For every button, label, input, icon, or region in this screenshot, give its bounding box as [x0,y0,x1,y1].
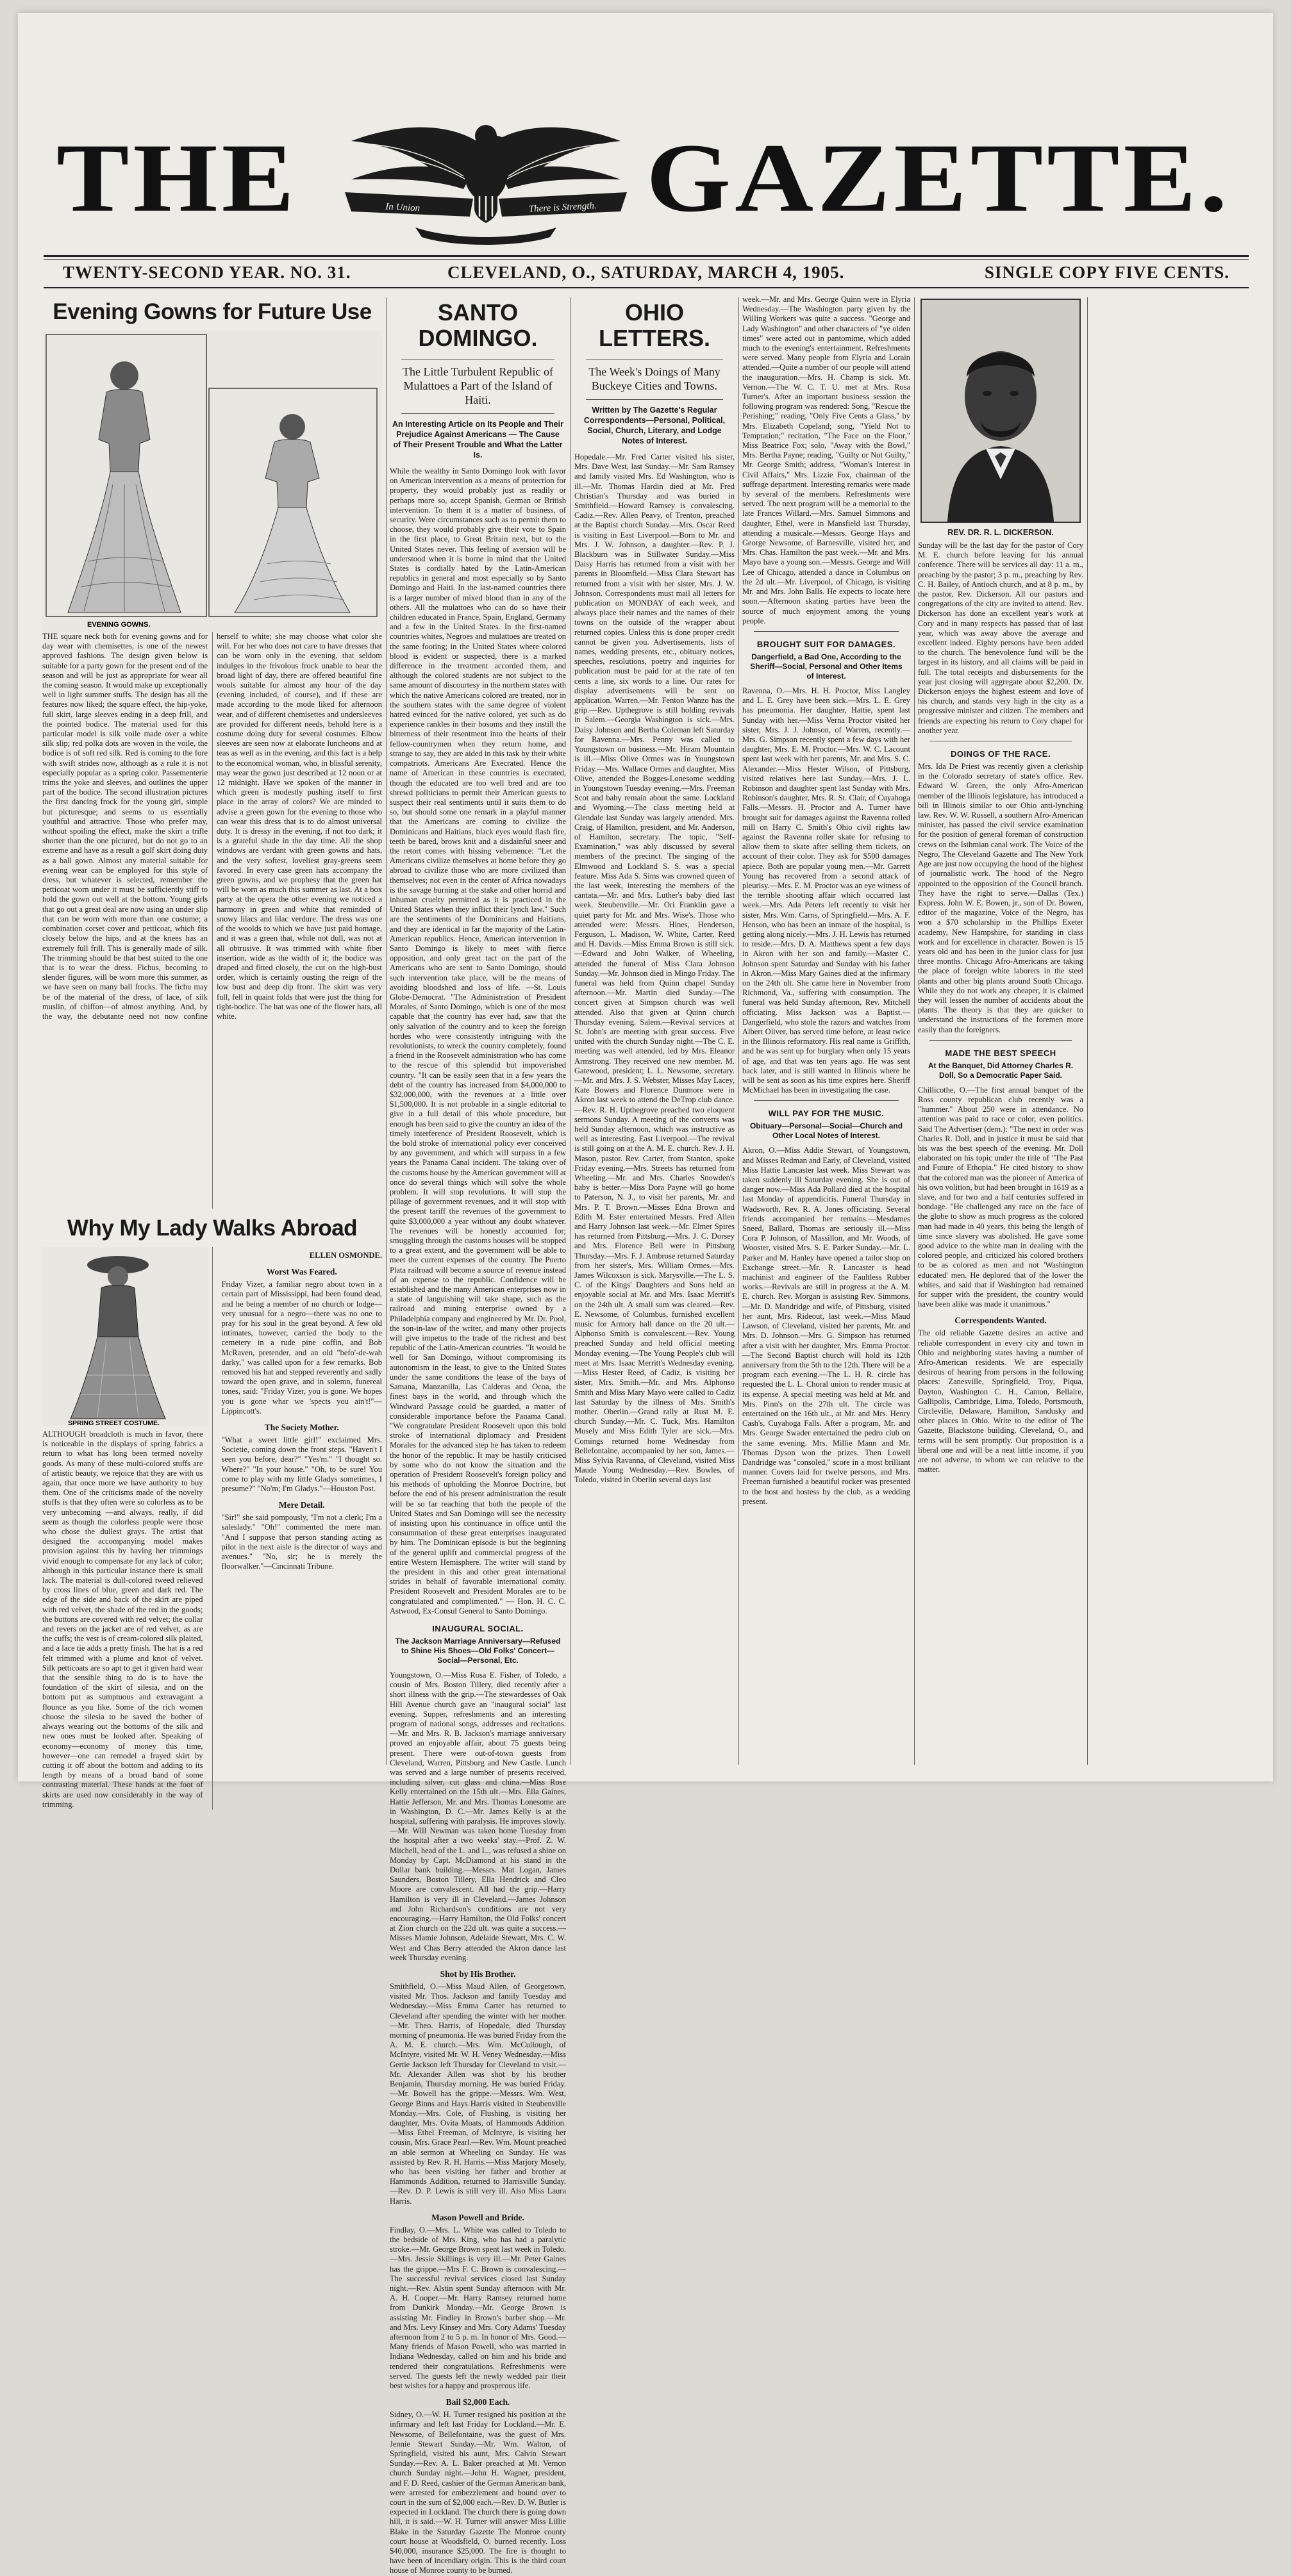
santo-domingo-deck: The Little Turbulent Republic of Mulattoes a Part of the Island of Haiti. [403,365,553,406]
ohio-letters-subdeck: Written by The Gazette's Regular Correspondents—Personal, Political, Social, Church, Literary, and Lodge Notes of Interest. [583,406,726,445]
spring-costume-image [42,1247,208,1426]
divider [401,413,554,414]
pay-for-music-headline: WILL PAY FOR THE MUSIC. [768,1109,885,1119]
evening-gowns-article: THE square neck both for evening gowns and for day wear with chemisettes, is one of the newest approved fashions. The design given below is suitable for a party gown for the present end of the season and will be just as appropriate for wear all the coming season. It would make up exceptionally well in light summer stuffs. The design has all the features now liked; the square effect, the hip-yoke, full skirt, large sleeves ending in a deep frill, and the pointed bodice. The material used for this particular model is silk voile made over a white silk slip; red polka dots are woven in the voile, the bodice is of soft red silk. Red is coming to the fore with swift strides now, although as a rule it is not especially popular as a spring color. Passementerie trims the yoke and sleeves, and outlines the upper part of the bodice. The second illustration pictures the first dancing frock for the young girl, simple but picturesque; and seems to us essentially youthful and attractive. Those who prefer may, without spoiling the effect, make the skirt a trifle shorter than the one pictured, but do not go to an extreme and have as a result a golf skirt doing duty as a ball gown. Almost any material suitable for evening wear can be employed for this style of dress, but whatever is selected, remember the petticoat worn under it must be sufficiently stiff to hold the gown out well at the bottom. Young girls that go out a great deal are now using an under slip that can be worn with more than one costume; a combination corset cover and petticoat, which fits closely below the hips, and at the knees has an extremely full frill. This is generally made of silk. The trimming should be that best suited to the one that is to wear the dress. Fichus, becoming to slender figures, will be worn more this summer, as we have seen on many ball frocks. The fichu may be of the material of the dress, of lace, of silk muslin, of chiffon—of almost anything. And, by the way, the debutante need not now confine herself to white; she may choose what color she will. For her who does not care to have dresses that can be worn only in the evening, that seldom indulges in the frivolous frock unable to bear the broad light of day, there are offered beautiful fine wools suitable for almost any hour of the day (evening included, of course), and if these are made according to the mode liked for afternoon wear, and of different chemisettes and undersleeves are provided for different needs, behold here is a costume doing duty for several costumes. Elbow sleeves are seen now at elaborate luncheons and at teas as well as in the evening, and this fact is a help to the economical woman, who, in blissful serenity, may wear the gown just described at 12 noon or at 12 midnight. Have we spoken of the manner in which green is modestly pushing itself to first place in the array of colors? We are minded to advise a green gown for the evening to those who can wear this dress that is to do almost universal duty. It is dressy in the evening, if not too dark; it is a grateful shade in the day time. All the shop windows are verdant with green gowns and hats, and the very softest, loveliest gray-greens seem favored. In every case green hats accompany the green gowns, and we prophesy that the green hat will be worn as much this summer as last. At a box party at the opera the other evening we noticed a harmony in green and white that reminded of snowy lilacs and lilac verdure. The dress was one of the woolds to which we have just paid homage, and it was a green that, while not dull, was not at all obtrusive. It was trimmed with white fiber insertion, wide as the width of it; the bodice was draped and fitted closely, the cut on the high-bust order, which is certainly ousting the reign of the low bust and deep dip front. The skirt was very full, fell in quaint folds that were just the thing for tight-bodice. The hat was one of the flower hats, all white. [42,632,382,1021]
fashion-column [42,295,382,1809]
divider [929,1040,1072,1041]
ohio-letters-headline: OHIO LETTERS. [598,299,710,351]
portrait-image [922,300,1079,522]
lady-walks-section [42,1247,382,1810]
best-speech-headline: MADE THE BEST SPEECH [945,1048,1056,1058]
divider [586,399,723,400]
inaugural-social-headline: INAUGURAL SOCIAL. [432,1623,524,1633]
doings-of-race-headline: DOINGS OF THE RACE. [950,749,1051,759]
portrait-caption: REV. DR. R. L. DICKERSON. [947,528,1054,537]
pay-for-music-deck: Obituary—Personal—Social—Church and Other Local Notes of Interest. [749,1121,903,1141]
brought-suit-article: Ravenna, O.—Mrs. H. H. Proctor, Miss Langley and L. E. Grey have been sick.—Mrs. L. E. Grey has pneumonia. Her daughter, Hattie, spent last Sunday with her.—Miss Verna Proctor visited her sister, Mrs. J. J. Johnson, of Warren, recently.—Mrs. G. Simpson recently spent a few days with her daughter, Mrs. E. M. Proctor.—Mrs. W. C. Lacount spent last week with her parents, Mr. and Mrs. S. C. Alexander.—Miss Hester Wilson, of Pittsburg, visited relatives here last Sunday.—Mrs. J. L. Robinson and daughter spent last Sunday with Mrs. Robinson's daughter, Mrs. R. St. Clair, of Cuyahoga Falls.—Messrs. H. Proctor and A. Turner have brought suit for damages against the Ravenna rolled mill on Harry C. Smith's Ohio civil rights law against the Ravenna roller skate for refusing to allow them to skate after selling them tickets, on account of their color. They ask for $500 damages apiece. Both are popular young men.—Mr. Garrett Young has recovered from a second attack of pleurisy.—Mrs. E. M. Proctor was an eye witness of the terrible shooting affair which occurred last week.—Mrs. Ada Peters left recently to visit her sister, Mrs. Wm. Carns, of Springfield.—Mrs. A. F. Henson, who has been an inmate of the hospital, is getting along nicely.—Mrs. J. H. Lewis has returned to reside.—Mrs. D. A. Matthews spent a few days in Akron with her son and family.—Master C. Johnson spent Saturday and Sunday with his father in Akron.—Miss Mary Gaines died at the infirmary on the 24th ult. She came here in November from Richmond, Va., suffering with consumption. The funeral was held Sunday afternoon, Rev. Mitchell officiating. Miss Jackson was a Baptist.—Dangerfield, who stole the razors and watches from Albert Oliver, has served time before, at least twice in the Illinois reformatory. His real name is Griffith, and he was sent up for burglary when only 15 years of age, and that was ten years ago. He was sent back later, and is still wanted in Illinois where he will be sent as soon as his time expires here. Sheriff McMichael has been in investigating the case. [742,686,910,1095]
brought-suit-deck: Dangerfield, a Bad One, According to the Sheriff—Social, Personal and Other Items of Interest. [750,652,903,681]
doings-of-race-article: Mrs. Ida De Priest was recently given a clerkship in the Colorado secretary of state's office. Rev. Edward W. Green, the only Afro-American member of the Illinois legislature, has introduced a bill in Illinois similar to our Ohio anti-lynching law. Rev. W. W. Russell, a southern Afro-American minister, has passed the civil service examination for the position of general foreman of construction crews on the Isthmian canal work. The Voice of the Negro, The Cleveland Gazette and The New York Age are just now occupying the hood of the highest of journalistic work. The hood of the Negro appointed to the opposition of the Council branch. They have the right to serve.—Dallas (Tex.) Express. John W. E. Bowen, jr., son of Dr. Bowen, editor of the magazine, Voice of the Negro, has won a $70 scholarship in the Phillips Exeter academy, New Hampshire, for standing in class work and for excellence in character. Bowen is 15 years old and has been in the junior class for just three months. Chicago Afro-Americans are taking the place of foreign white laborers in the steel plants and other big plants around South Chicago. While they do not work any cheaper, it is claimed they will lessen the number of accidents about the plants. The theory is that they are quicker to understand the instructions of the foremen more easily than the foreigners. [918,762,1083,1034]
bail-article: Sidney, O.—W. H. Turner resigned his position at the infirmary and left last Friday for Lockland.—Mr. E. Newsome, of Bellefontaine, was the guest of Mrs. Jennie Stewart Sunday.—Mr. Wm. Walton, of Springfield, visited his aunt, Mrs. Calvin Stewart Sunday.—Rev. A. L. Baker preached at Mt. Vernon church Sunday night.—John H. Wagner, president, and F. D. Reed, cashier of the German American bank, were arrested for embezzlement and bound over to court in the sum of $2,000 each.—Rev. D. W. Butler is expected in Lockland. The church there is going down hill, it is said.—W. H. Turner will answer Miss Lillie Blake in the Saturday Gazette The Monroe county court house at Woodsfield, O. burned recently. Loss $40,000, insurance $25,000. The fire is thought to have been of incendiary origin. This is the third court house of Monroe county to be burned. [390,2410,566,2575]
shot-by-brother-article: Smithfield, O.—Miss Maud Allen, of Georgetown, visited Mr. Thos. Jackson and family Tuesday and Wednesday.—Miss Emma Carter has returned to Cleveland after spending the winter with her mother.—Mr. Theo. Harris, of Hopedale, died Thursday morning of pneumonia. He was buried Friday from the A. M. E. church.—Mrs. Wm. McCullough, of McIntyre, visited Mr. W. H. Veney Wednesday.—Miss Gertie Jackson left Thursday for Cleveland to visit.—Mr. Alexander Allen was shot by his brother Benjamin, Thursday morning. He was buried Friday.—Mr. Bowell has the grippe.—Messrs. Wm. West, George Binns and Hays Harris visited in Steubenville Monday.—Mrs. Cole, of Flushing, is visiting her daughter, Mrs. Ovita Moats, of Hammonds Addition.—Miss Ethel Freeman, of McIntyre, is visiting her cousin, Mrs. Grace Pearl.—Rev. Wm. Mount preached an able sermon at Wheeling on Sunday. He was assisted by Rev. R. H. Harris.—Miss Marjory Mosely, who has been visiting her father and brother at Hammonds Addition, returned to Harrisville Sunday.—Rev. D. P. Lewis is still very ill. Also Miss Laura Harris. [390,1982,566,2206]
society-mother-headline: The Society Mother. [264,1423,339,1433]
santo-domingo-headline: SANTO DOMINGO. [418,299,538,351]
evening-gowns-headline: Evening Gowns for Future Use [53,299,372,324]
mason-powell-headline: Mason Powell and Bride. [431,2212,524,2222]
evening-gowns-image [42,331,382,632]
shot-by-brother-headline: Shot by His Brother. [440,1969,516,1979]
volume-number: TWENTY-SECOND YEAR. NO. 31. [63,263,351,282]
newspaper-page [18,13,1273,2575]
price: SINGLE COPY FIVE CENTS. [984,263,1229,282]
society-mother-article: "What a sweet little girl!" exclaimed Mrs. Societie, coming down the front steps. "Haven't I seen you before, dear?" "Yes'm." "I thought so. Where?" "In your house." "Oh, to be sure! You come to play with my little Gladys sometimes, I presume?" "No'm; I'm Gladys."—Houston Post. [221,1435,382,1494]
worst-feared-article: Friday Vizer, a familiar negro about town in a certain part of Mississippi, had been found dead, and he being a member of no church or lodge—very unusual for a negro—there was no one to pray for his soul in the great beyond. A few old intimates, however, carried the body to the cemetery in a rude pine coffin, and Bob McRaven, pretender, and an old "befo'-de-wah darky," was called upon for a few remarks. Bob removed his hat and stepped reverently and sadly toward the open grave, and in solemn, funereal tones, said: "Friday Vizer, you is gone. We hopes you is gone whar we 'spects you ain't!"—Lippincott's. [221,1280,382,1416]
masthead [44,96,1249,250]
dickerson-portrait [920,299,1081,523]
divider [754,631,899,632]
lady-walks-article: ALTHOUGH broadcloth is much in favor, there is noticeable in the displays of spring fabrics a return to what has long been termed novelty goods. As many of these multi-colored stuffs are of artistic beauty, we rejoice that they are with us again, that once more we have authority to buy them. One of the criticisms made of the novelty stuffs is that they often were so colorless as to be very unbecoming —and always, really, if did seem as though the colorless people were those who chose the dullest grays. The artist that designed the accompanying model makes provision against this by having her trimmings vivid enough to compensate for any lack of color; although in this particular instance there is small lack. The material is dull-colored tweed relieved by cross lines of blue, green and dark red. The edge of the side and back of the skirt are piped with red velvet, the shade of the red in the goods; the buttons are covered with red velvet; the collar and revers on the jacket are of red velvet, as are the cuffs; the vest is of cream-colored silk plaited, and a lace tie adds a pretty finish. The hat is a red felt trimmed with a plume and knot of velvet. Silk petticoats are so apt to get it given hard wear that the sensible thing to do is to have the foundation of the skirt of silesia, and on the bottom put as sumptuous and extravagant a flounce as you like. Some of the rich women choose the silesia to be saved the bother of always wearing out the bottoms of the silk and new ones must be looked after. Speaking of economy—economy of money this time, however—one can remodel a frayed skirt by cutting it off about the bottom and adding to its length by means of a broad band of some contrasting material. These bands at the foot of skirts are used now considerably in the way of trimming. [42,1430,203,1809]
pay-for-music-article: Akron, O.—Miss Addie Stewart, of Youngstown, and Misses Redman and Early, of Cleveland, visited Miss Hattie Lancaster last week. Miss Stewart was taken suddenly ill Saturday evening. She is out of danger now.—Miss Ada Pollard died at the hospital last Monday of appendicitis. Funeral Thursday in Wadsworth, Rev. R. A. Jones officiating. Several friends accompanied her remains.—Mesdames Sneed, Ballard, Thomas are seriously ill.—Miss Cora P. Johnson, of Massillon, and Mr. Woods, of Wooster, visited Mrs. S. E. Parker Sunday.—Mr. L. Parker and M. Hanley have opened a tailor shop on Exchange street.—Mr. R. Lancaster is head machinist and engineer of the Faultless Rubber works.—Revivals are still in progress at the A. M. E. church. Rev. Morgan is assisting Rev. Simmons.—Mr. D. Mandridge and wife, of Pittsburg, visited her aunt, Mrs. Rideout, last week.—Miss Maud Lawson, of Cleveland, visited her parents, Mr. and Mrs. D. Johnson.—Mrs. G. Simpson has returned after a visit with her daughter, Mrs. Emma Proctor.—The Second Baptist church will hold its 12th anniversary from the 5th to the 12th. There will be a program each evening.—The L. H. R. circle has requested the L. L. Choral union to render music at its expense. A special meeting was held at Mr. and Mrs. Pinn's on the 27th ult. The circle was entertained on the 16th ult., at Mr. and Mrs. Henry Cash's, Cuyahoga Falls. After a program, Mr. and Mrs. George Swader entertained the pedro club on the same evening. Mrs. Millie Mann and Mr. Thomas Dyson won the prizes. Then Lowell Dandridge was "consoled," score in a most brilliant manner. Covers laid for twelve persons, and Mrs. Freeman furnished a beautiful rocker was presented to the host and hostess by the club, as a wedding present. [742,1146,910,1506]
place-date: CLEVELAND, O., SATURDAY, MARCH 4, 1905. [447,263,845,282]
masthead-gazette: GAZETTE. [646,123,1231,233]
correspondents-wanted-article: The old reliable Gazette desires an active and reliable correspondent in every city and town in Ohio and neighboring states having a number of Afro-American residents. We are especially desirous of hearing from persons in the following places: Zanesville, Springfield, Troy, Piqua, Dayton, Washington C. H., Canton, Bellaire, Gallipolis, Cambridge, Lima, Toledo, Portsmouth, Circleville, Delaware, Hamilton, Sandusky and other places in Ohio. Write to the editor of The Gazette, Blackstone building, Cleveland, O., and terms will be sent promptly. Our proposition is a liberal one and will be a neat little income, if you are not adverse, to whom we can relative to the matter. [918,1328,1083,1474]
correspondents-wanted-headline: Correspondents Wanted. [954,1316,1047,1326]
mason-powell-article: Findlay, O.—Mrs. L. White was called to Toledo to the bedside of Mrs. King, who has had a paralytic stroke.—Mr. George Brown spent last week in Toledo.—Mrs. Jessie Skillings is very ill.—Mr. Peter Gaines has the grippe.—Mrs F. C. Brown is convalescing.—The successful revival services closed last Sunday night.—Rev. Alstin spent Sunday afternoon with Mr. A. H. Cooper.—Mr. Harry Ramsey returned home from Dunkirk Monday.—Mr. George Brown is assisting Mr. Findley in Brown's barber shop.—Mr. and Mrs. Levy Kinsey and Mrs. Cory Adams' Tuesday afternoon from 2 to 5 p. m. In honor of Mrs. Good.—Many friends of Mason Powell, who was married in Indiana Wednesday, called on him and his bride and tendered their congratulations. Refreshments were served. The guests left the newly wedded pair their best wishes for a happy and prosperous life. [390,2225,566,2390]
church-race-column [918,295,1083,1769]
santo-domingo-column [390,295,566,2575]
masthead-the: THE [56,123,299,233]
ohio-letters-deck: The Week's Doings of Many Buckeye Cities and Towns. [588,365,720,392]
masthead-rule-thin [44,259,1249,260]
ohio-letters-column [574,295,735,1769]
divider [754,1100,899,1101]
evening-gowns-illustration [42,331,382,632]
best-speech-article: Chillicothe, O.—The first annual banquet of the Ross county republican club recently was a "hummer." About 250 were in attendance. No attention was paid to race or color, even politics. Said The Advertiser (dem.): "The next in order was Charles R. Doll, and in justice it must be said that his was the best speech of the evening. Mr. Doll elaborated on his topic under the title of "The Past and Future of Ethopia." He cited history to show that the colored man was the pioneer of America of his own volition, but had been brought in 1619 as a slave, and for two and a half centuries suffered in bondage. "He challenged any race on the face of the globe to show as much progress as the colored man had made in 40 years, this being the length of time since slavery was abolished. He gave some good advice to the white man in dealing with the colored people, and criticized his colored brothers to be as colored as men and not 'Washington educated' men. He deplored that of the lower the whites, and said that if Washington had remained for supper with the president, the country would have been alike was made it unanimous." [918,1085,1083,1309]
column-rule [1087,297,1088,1765]
santo-domingo-article: While the wealthy in Santo Domingo look with favor on American intervention as a means of protection for property, they would probably just as readily or perhaps more so, accept Spanish, German or British intervention. To them it is a matter of business, of security. Were circumstances such as to permit them to choose, they would probably give their vote to Spain in the first place, to Great Britain next, but to the United States never. This feeling of aversion will be understood when it is borne in mind that the United States is cordially hated by the Latin-American republics in general and most especially so by Santo Domingo and Haiti. In the last-named countries there is a larger number of mixed blood than in any of the others. All the mulattoes who can do so have their children educated in France, Spain, England, Germany and a few in the United States. In the first-named countries whites, Negroes and mulattoes are treated on the same footing; in the United States where colored blood is evident or suspected, there is a marked difference in the treatment accorded them, and although the colored students are not subject to the same amount of discourtesy in the northern states with which the native Americans colored are treated, nor in the southern states with the same degree of violent hatred evinced for the native colored, yet such as do experience rankles in their bosoms and they instill the bitterness of their resentment into the hearts of their fellow-countrymen when they return home, and strange to say, they are aided in this task by their white compatriots. Americans Are Execrated. Hence the name of American in these countries is execrated, though the educated are too well bred and are too shrewd politicians to permit their American guests to suspect their real sentiments until it suits them to do so, but should some one remark in a playful manner that the Americans are coming to civilize the Dominicans and Haitians, black eyes would flash fire, teeth be bared, brows knit and a disdainful sneer and the retort comes with hissing vehemence: "Let the Americans civilize themselves at home before they go abroad to civilize those who are more civilized than themselves; not even in the center of Africa nowadays is the savage burning at the stake and other horrid and inhuman cruelty permitted as it is practiced in the United States when they inflict their lynch law." Such are the sentiments of the Dominicans and Haitians, and they are identical in far the majority of the Latin-American republics. Hence, American intervention in Santo Domingo is likely to meet with fierce opposition, and only great tact on the part of the Americans who are sent to Santo Domingo, should such intervention take place, will be the means of avoiding bloodshed and loss of life. —St. Louis Globe-Democrat. "The Administration of President Morales, of Santo Domingo, which is one of the most capable that the country has ever had, saw that the only salvation of the country and to keep the foreign hordes who were consistently intriguing with the revolutionists, to wreck the country completely, found a friend in the Roosevelt administration who has come to the rescue of this splendid but impoverished country. "It can be easily seen that in a few years the debt of the country has increased from $4,000,000 to $32,000,000, with the revenues at a little over $1,500,000. It is not probable in a single editorial to give in a full detail of this whole procedure, but enough has been said to give the country an idea of the timely interference of President Roosevelt, which is the bold stroke of international policy ever conceived by any government, and which will surpass in a few years the Panama Canal incident. The taking over of the customs house by the American government will at once do several things which will solve the whole problem. It will stop revolutions. It will stop the pillage of government revenues, and it will stop with the present tariff the revenues of the government to quite $3,000,000 a year without any doubt whatever. The revenues will be honestly accounted for; smuggling through the customs houses will be stopped to a great extent, and the government will be able to meet the current expenses of the country. The Puerto Plata railroad will become a source of revenue instead of an expense to the republic. Confidence will be established and the many American enterprises now in a state of languishing will take shape, such as the railroad and mining enterprise owned by a Philadelphia company and engineered by Mr. Dr. Pool, the son-in-law of the writer, and many other projects will give impetus to the trade of the richest and best republic of the Latin-American countries. "It would be well for San Domingo, without compromising its autonomism in the least, to give to the United States under the same conditions the lease of the bays of Samana, Manzanilla, Las Calderas and Ocoa, the finest bays in the world, and through which the Windward Passage could be guarded, a matter of considerable importance before the Panama Canal. "We congratulate President Roosevelt upon this bold stroke of international diplomacy and President Morales for the advanced step he has taken to redeem the honor of the republic. It may be hastily criticised by some who do not know the situation and the operation of President Roosevelt's foreign policy and his methods of upholding the Monroe Doctrine, but before the end of his present administration the result will be so far reaching that both the people of the United States and San Domingo will see the necessity of insisting upon his continuance in office until the consummation of these great enterprises inaugurated by him. The Dominican episode is but the beginning of the general uplift and commercial progress of the entire Western Hemisphere. The writer will stand by the president in this and other great international strides in behalf of favorable international comity. President Roosevelt and President Morales are to be congratulated and complimented." — Hon. H. C. C. Astwood, Ex-Consul General to Santo Domingo. [390,466,566,1615]
local-news-column [742,295,910,1769]
inaugural-social-deck: The Jackson Marriage Anniversary—Refused to Shine His Shoes—Old Folks' Concert—Social—Personal, Etc. [395,1636,561,1665]
inaugural-social-article: Youngstown, O.—Miss Rosa E. Fisher, of Toledo, a cousin of Mrs. Boston Tillery, died recently after a short illness with the grip.—The stewardesses of Oak Hill Avenue church gave an "inaugural social" last evening. Supper, refreshments and an interesting program of national songs, addresses and recitations.—Mr. and Mrs. R. B. Jackson's marriage anniversary proved an enjoyable affair, about 75 guests being present. There were out-of-town guests from Cleveland, Warren, Pittsburg and New Castle. Lunch was served and a large number of presents received, including silver, cut glass and china.—Miss Rose Kelly entertained on the 15th ult.—Mrs. Ella Gaines, Hattie Jefferson, Mr. and Mrs. Thomas Lonesome are in Washington, D. C.—Mr. James Kelly is at the hospital, suffering with paralysis. He improves slowly.—Mr. Will Newman was taken home Tuesday from the hospital after a two weeks' stay.—Prof. Z. W. Mitchell, head of the L. and L., was refused a shine on Monday by Capt. McDiamond at his stand in the Dollar bank building.—Messrs. Mat Logan, James Saunders, Boston Tillery, Ella Hendrick and Cleo Moore are convalescent. All had the grip.—Harry Hamilton is very ill in Cleveland.—James Johnson and John Richardson's conditions are not very encouraging.—Harry Hamilton, the Old Folks' concert at Zion church on the 22d ult. was quite a success.—Misses Mamie Johnson, Adelaide Stewart, Mrs. C. W. West and Chas Berry attended the Akron dance last week Thursday evening. [390,1670,566,1962]
bail-headline: Bail $2,000 Each. [446,2397,510,2407]
lady-walks-headline: Why My Lady Walks Abroad [67,1216,358,1241]
dickerson-article: Sunday will be the last day for the pastor of Cory M. E. church before leaving for his annual conference. There will be services all day: 11 a. m., preaching by the pastor; 3 p. m., preaching by Rev. C. H. Bailey, of Antioch church, and at 8 p. m., by the pastor, Rev. Dickerson. All our pastors and congregations of the city are invited to attend. Rev. Dickerson has done an excellent year's work at Cory and in many respects has passed that of last year, which was away above the average and excellent indeed. Eighty persons have been added to the church. The benevolence fund will be the largest in its history, and all claims will be paid in full. The total receipts and disbursements for the year just closing will aggregate about $2,200. Dr. Dickerson enjoys the highest esteem and love of his church, and stands very high in the city as a progressive minister and citizen. The members and friends are expecting his return to Cory chapel for another year. [918,541,1083,735]
masthead-rule [44,255,1249,257]
ohio-letters-continued: week.—Mr. and Mrs. George Quinn were in Elyria Wednesday.—The Washington party given by the Willing Workers was quite a success. "George and Lady Washington" and other characters of "ye olden times" were acted out in pantomime, which added much to the evening's entertainment. Refreshments were served. Many people from Elyria and Lorain attended.—Quite a number of our people will attend the inauguration.—Mrs. H. Champ is sick. Mt. Vernon.—The W. C. T. U. met at Mrs. Rosa Turner's. After an important business session the following program was rendered: Song, "Rescue the Perishing;" reading, "Only Five Cents a Glass," by Mrs. Elizabeth Copeland; song, "Yield Not to Temptation;" recitation, "The Face on the Floor," Miss Beatrice Fox; solo, "Away with the Bowl," Mrs. Bertha Payne; reading, "Guilty or Not Guilty," Mr. George Smith; address, "Woman's Interest in Civil Affairs," Mrs. Lizzie Fox, chairman of the suffrage department. Interesting remarks were made by several of the members. Refreshments were served. The next program will be a memorial to the late Frances Willard.—Mrs. Samuel Simmons and daughter, Ethel, were in Mansfield last Thursday, attending a musicale.—Messrs. George Hays and George Newsome, of Barnesville, visited her, and Mrs. Chas. Hamilton the past week.—Mr. and Mrs. Mayo have a young son.—Messrs. George and Will Lee of Chicago, attended a dance in Columbus on the 2d ult.—Mr. Liverpool, of Chicago, is visiting Mr. and Mrs. John Balls. He expects to locate here soon.—Afternoon skating parties have been the source of much enjoyment among the young people. [742,295,910,625]
mere-detail-article: "Sir!" she said pompously, "I'm not a clerk; I'm a saleslady." "Oh!" commented the mere man. "And I suppose that person standing acting as pilot in the next aisle is the director of ways and avenues." "No, sir; he is merely the floorwalker."—Cincinnati Tribune. [221,1513,382,1571]
best-speech-deck: At the Banquet, Did Attorney Charles R. Doll, So a Democratic Paper Said. [928,1061,1074,1080]
dateline [63,260,1229,286]
column-rule [914,297,915,1765]
eagle-banner-icon [326,96,646,250]
column-rule [386,297,387,1765]
ohio-letters-article: Hopedale.—Mr. Fred Carter visited his sister, Mrs. Dave West, last Sunday.—Mr. Sam Ramsey and family visited Mrs. Ed Washington, who is ill.—Mr. Thomas Hardin died at Mr. Fred Christian's Thursday and was buried in Smithfield.—Howard Ramsey is convalescing. Cadiz.—Rev. Allen Peavy, of Trenton, preached at the Baptist church Sunday.—Mrs. Oscar Reed is visiting in East Liverpool.—Born to Mr. and Mrs. J. W. Johnson, a daughter.—Rev. P. J. Blackburn was in Stillwater Sunday.—Miss Daisy Harris has returned from a visit with her parents in Bloomfield.—Miss Clara Stewart has returned from a visit with her sister, Mrs. J. W. Johnson. Correspondents must mail all letters for publication on MONDAY of each week, and always place their names and the names of their towns on the outside of the wrapper about returned copies. Unless this is done proper credit cannot be given you. Advertisements, lists of names, wedding presents, etc., obituary notices, speeches, resolutions, poetry and inquiries for publication must be paid for at the rate of ten cents a line, six words to a line. Our rates for display advertisements will be sent on application. Warren.—Mr. Fenton Wanzo has the grip.—Rev. Upthegrove is still holding revivals in Salem.—Georgia Washington is sick.—Mrs. Daisy Johnson and Bertha Coleman left Saturday for Ravenna.—Mrs. Penny was called to Youngstown on business.—Mr. Hiram Mountain is ill.—Miss Olive Ormes was in Youngstown Friday.—Mrs. Wallace Ormes and daughter, Miss Olive, attended the Bogges-Lonesome wedding in Youngstown Tuesday evening.—Mrs. Freeman Scot and baby remain about the same. Lockland and Wyoming.—The class meeting held at Glendale last Sunday was largely attended. Mrs. Craig, of Hamilton, president, and Mr. Anderson, of Hamilton, secretary. The topic, "Self-Examination," was ably discussed by several members of the precinct. The singing of the Elmwood and Lockland S. S. was a special feature. Miss Ada S. Sims was crowned queen of the last week, interesting the members of the cantata.—Mr. and Mrs. Luther's baby died last week. Steubenville.—Mr. Ori Franklin gave a quiet party for Mr. and Mrs. Wise's. Those who attended were: Messrs. Hines, Henderson, Ferguson, L. Madison, W. White, Carter, Reed and H. Davids.—Miss Emma Brown is still sick.—Edward and John Walker, of Wheeling, attended the funeral of Miss Clara Johnson Sunday.—Mr. Johnson died in Mingo Friday. The funeral was held from Quinn chapel Sunday afternoon.—Mr. Martin died Sunday.—The concert given at Simpson church was well attended. Also that given at Quinn church Thursday evening. Salem.—Revival services at St. John's are meeting with great success. Five united with the church Sunday night.—The C. E. meeting was well attended, led by Mrs. Eleanor Armstrong. They received one new member. M. Gatewood, president; L. L. Newsome, secretary.—Mr. and Mrs. J. S. Webster, Misses May Lacey, Kate Bowers and Florence Dunmore were in Akron last week to attend the DeTrop club dance.—Rev. R. H. Upthegrove preached two eloquent sermons Sunday. A meeting of the converts was held Sunday afternoon, which was instructive as well as interesting. East Liverpool.—The revival is still going on at the A. M. E. church. Rev. J. H. Mason, pastor. Rev. Carter, from Stanton, spoke Friday evening.—Mrs. Streets has returned from Wheeling.—Mr. and Mrs. Charles Snowden's baby is better.—Miss Dora Payne will go home to Paterson, N. J., to visit her parents, Mr. and Mrs. P. T. Brown.—Misses Edna Brown and Edith M. Ester entertained Messrs. Fred Allen and Harry Johnson last week.—Mr. Elmer Spires has returned from Pittsburg.—Mrs. J. C. Dorsey and Mrs. Florence Bell were in Pittsburg Thursday.—Mrs. F. J. Ambrose returned Saturday from her sister's, Mrs. William Ormes.—Mrs. James Wilcoxson is sick. Marysville.—The L. S. C. of the Kings' Daughters and Sons held an enjoyable social at Mr. and Mrs. Isaac Merritt's on the 24th ult. A small sum was cleared.—Rev. E. Newsome, of Columbus, furnished excellent music for Armory hall dance on the 20 ult.—Alphonso Smith is convalescent.—Rev. Young preached Sunday and held official meeting Monday evening.—The Young People's club will meet at Mrs. Isaac Merritt's Wednesday evening.—Miss Hester Reed, of Cadiz, is visiting her sister, Mrs. Smith.—Mr. and Mrs. Alphonso Smith and Miss Mary Mayo were called to Cadiz last Saturday by the illness of Mrs. Smith's mother. Oberlin.—Grand rally at Rust M. E. church Sunday.—Mr. C. Tuck, Mrs. Hamilton Mosely and Miss Edith Tyler are sick.—Mrs. Comings returned home Wednesday from Bellefontaine, accompanied by her son, James.—Miss Sylvia Ravanna, of Cleveland, visited Miss Maude Young Wednesday.—Rev. Bowles, of Toledo, visited in Oberlin several days last [574,452,735,1485]
brought-suit-headline: BROUGHT SUIT FOR DAMAGES. [756,639,896,649]
banner-left-text: In Union [385,201,421,214]
banner-right-text: There is Strength. [528,201,597,215]
article-attribution: ELLEN OSMONDE. [309,1251,382,1260]
santo-domingo-subdeck: An Interesting Article on Its People and Their Prejudice Against Americans — The Cause of Their Present Trouble and What the Latter Is. [392,420,563,459]
column-rule [738,297,739,1765]
spring-costume-caption: SPRING STREET COSTUME. [68,1419,160,1427]
worst-feared-headline: Worst Was Feared. [266,1267,337,1277]
dateline-rule [44,287,1249,288]
mere-detail-headline: Mere Detail. [278,1500,325,1510]
evening-gowns-caption: EVENING GOWNS. [87,621,151,629]
